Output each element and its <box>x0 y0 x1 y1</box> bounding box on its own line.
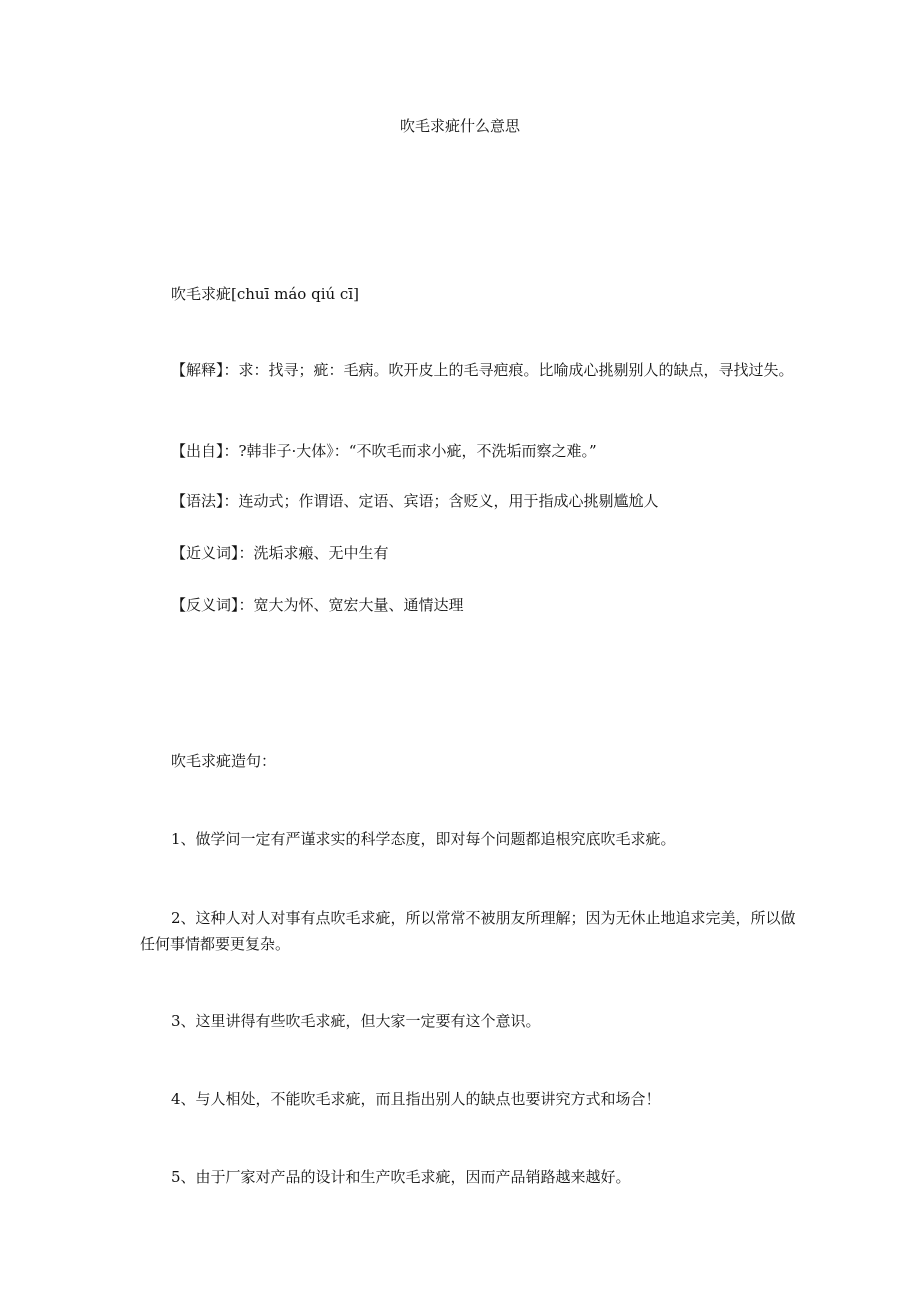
example-sentence: 5、由于厂家对产品的设计和生产吹毛求疵，因而产品销路越来越好。 <box>171 1168 631 1186</box>
example-sentence: 2、这种人对人对事有点吹毛求疵，所以常常不被朋友所理解；因为无休止地追求完美，所以做任何事情都要更复杂。 <box>140 909 796 953</box>
document-title: 吹毛求疵什么意思 <box>399 117 520 135</box>
example-sentence: 1、做学问一定有严谨求实的科学态度，即对每个问题都追根究底吹毛求疵。 <box>171 830 676 848</box>
definition-antonyms: 【反义词】：宽大为怀、宽宏大量、通情达理 <box>171 596 464 614</box>
definition-explanation: 【解释】：求：找寻；疵：毛病。吹开皮上的毛寻疤痕。比喻成心挑剔别人的缺点，寻找过失。 <box>171 361 794 379</box>
example-sentence: 4、与人相处，不能吹毛求疵，而且指出别人的缺点也要讲究方式和场合！ <box>171 1090 661 1108</box>
headword: 吹毛求疵[chuī máo qiú cī] <box>171 285 359 303</box>
examples-heading: 吹毛求疵造句： <box>171 752 277 770</box>
example-sentence: 3、这里讲得有些吹毛求疵，但大家一定要有这个意识。 <box>171 1012 541 1030</box>
definition-synonyms: 【近义词】：洗垢求瘢、无中生有 <box>171 544 389 562</box>
definition-source: 【出自】：?韩非子·大体》：“不吹毛而求小疵，不洗垢而察之难。” <box>171 442 597 460</box>
definition-grammar: 【语法】：连动式；作谓语、定语、宾语；含贬义，用于指成心挑剔尴尬人 <box>171 492 659 510</box>
